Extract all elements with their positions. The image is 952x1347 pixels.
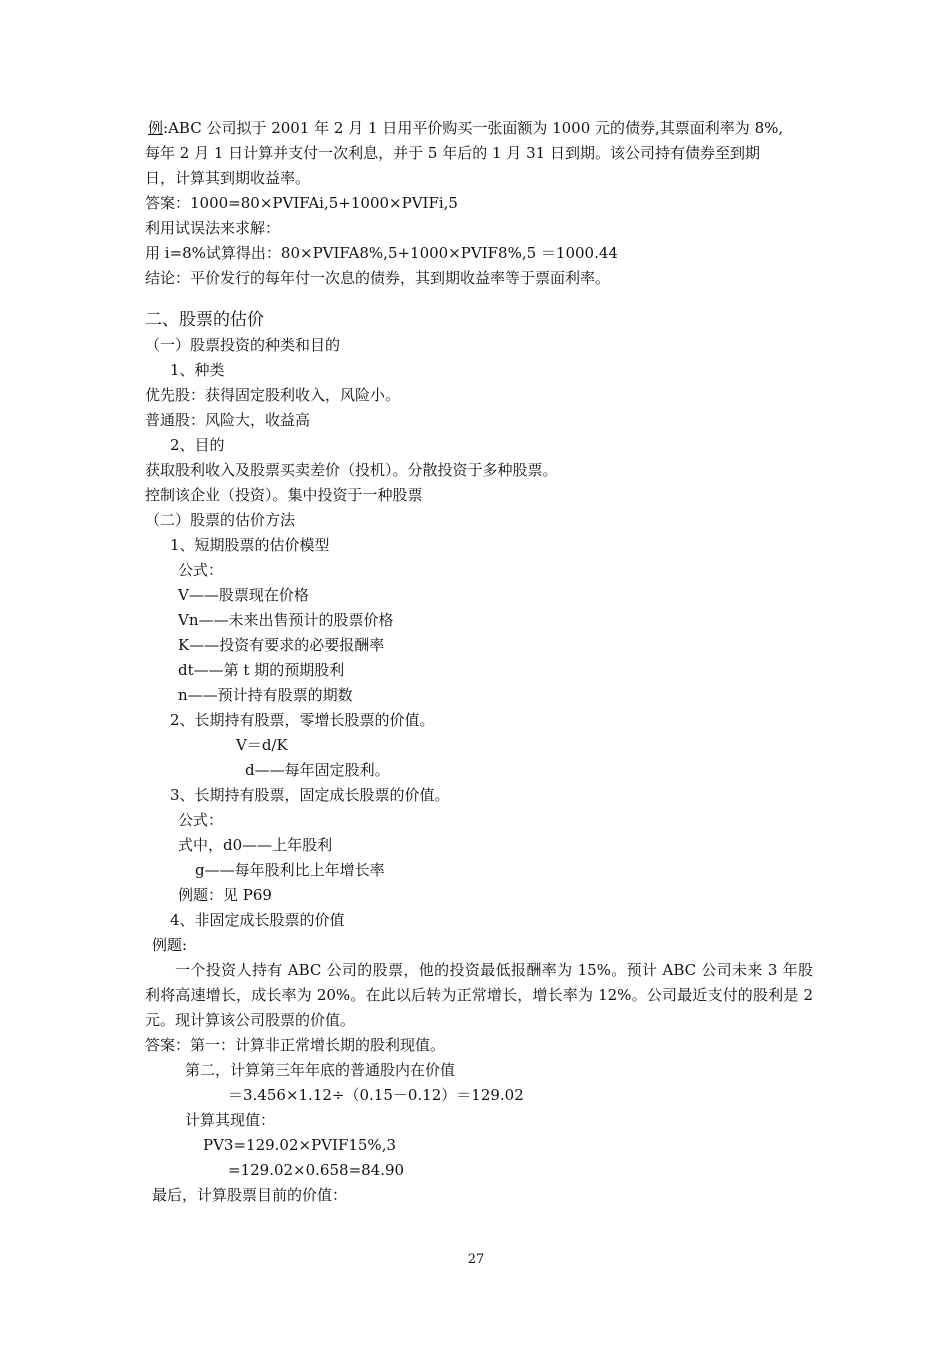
example-reference: 例题：见 P69 [178, 886, 272, 904]
formula-label-2: 公式： [178, 811, 224, 829]
model-constant-growth: 3、长期持有股票，固定成长股票的价值。 [170, 786, 450, 804]
section-title-stock-valuation: 二、股票的估价 [145, 310, 264, 330]
model-non-constant-growth: 4、非固定成长股票的价值 [170, 911, 345, 929]
definition-n: n——预计持有股票的期数 [178, 686, 353, 704]
answer-step-2-calculation: ＝3.456×1.12÷（0.15－0.12）＝129.02 [228, 1086, 524, 1104]
example-bond-line-3: 日，计算其到期收益率。 [145, 169, 311, 187]
bond-conclusion: 结论：平价发行的每年付一次息的债券，其到期收益率等于票面利率。 [145, 269, 611, 287]
bond-calculation: 用 i=8%试算得出：80×PVIFA8%,5+1000×PVIF8%,5 ＝1000.44 [145, 244, 618, 262]
answer-final: 最后，计算股票目前的价值： [152, 1186, 348, 1204]
example-label: 例 [148, 119, 164, 137]
example-stock-text: 一个投资人持有 ABC 公司的股票，他的投资最低报酬率为 15%。预计 ABC 公司未来 3 年股利将高速增长，成长率为 20%。在此以后转为正常增长，增长率为 12%。公司最近支付的股利是 2 元。现计算该公司股票的价值。 [145, 961, 813, 1029]
item-types: 1、种类 [170, 361, 225, 379]
definition-vn: Vn——未来出售预计的股票价格 [178, 611, 394, 629]
model-zero-growth: 2、长期持有股票，零增长股票的价值。 [170, 711, 435, 729]
subsection-valuation-methods: （二）股票的估价方法 [145, 511, 296, 529]
item-purpose: 2、目的 [170, 436, 225, 454]
answer-step-2: 第二，计算第三年年底的普通股内在价值 [185, 1061, 456, 1079]
example-bond-line-2: 每年 2 月 1 日计算并支付一次利息，并于 5 年后的 1 月 31 日到期。该公司持有债券至到期 [145, 144, 760, 162]
purpose-control: 控制该企业（投资）。集中投资于一种股票 [145, 486, 423, 504]
answer-pv-result: =129.02×0.658=84.90 [228, 1161, 405, 1179]
formula-label: 公式： [178, 561, 224, 579]
definition-d: d——每年固定股利。 [245, 761, 390, 779]
preferred-stock: 优先股：获得固定股利收入，风险小。 [145, 386, 401, 404]
example-bond-line-1-text: :ABC 公司拟于 2001 年 2 月 1 日用平价购买一张面额为 1000 元的债券,其票面利率为 8%, [163, 119, 784, 137]
formula-v-equals-d-over-k: V＝d/K [236, 736, 288, 754]
example-bond-line-1 [145, 116, 813, 141]
answer-pv-label: 计算其现值： [185, 1111, 276, 1129]
example-label-stock: 例题: [152, 936, 188, 954]
answer-pv-formula: PV3=129.02×PVIF15%,3 [203, 1136, 397, 1154]
answer-step-1: 答案：第一：计算非正常增长期的股利现值。 [145, 1036, 446, 1054]
page-body [145, 116, 813, 1208]
definition-dt: dt——第 t 期的预期股利 [178, 661, 345, 679]
model-short-term: 1、短期股票的估价模型 [170, 536, 330, 554]
definition-g: g——每年股利比上年增长率 [195, 861, 385, 879]
bond-answer: 答案：1000=80×PVIFAi,5+1000×PVIFi,5 [145, 194, 458, 212]
definition-k: K——投资有要求的必要报酬率 [178, 636, 385, 654]
subsection-types-purpose: （一）股票投资的种类和目的 [145, 336, 341, 354]
page-number: 27 [467, 1252, 485, 1267]
bond-method: 利用试误法来求解： [145, 219, 281, 237]
definition-v: V——股票现在价格 [178, 586, 309, 604]
common-stock: 普通股：风险大，收益高 [145, 411, 311, 429]
definition-d0: 式中，d0——上年股利 [178, 836, 333, 854]
purpose-speculation: 获取股利收入及股票买卖差价（投机）。分散投资于多种股票。 [145, 461, 558, 479]
